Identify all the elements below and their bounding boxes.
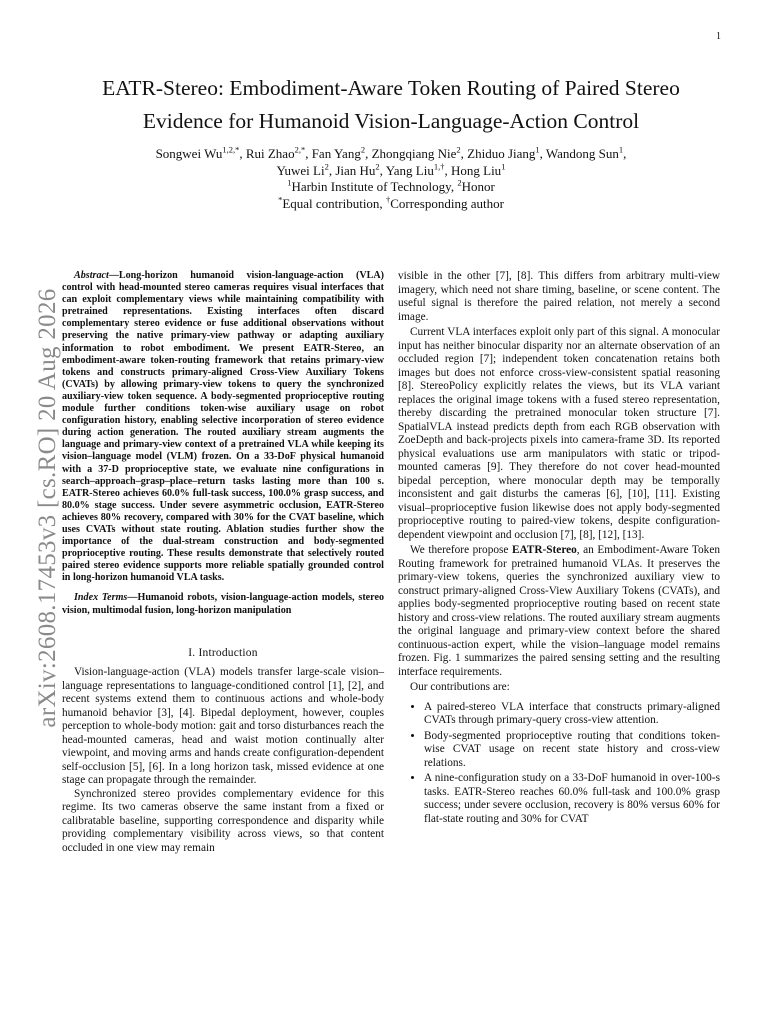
page-number: 1 [716, 31, 721, 42]
abstract-text: —Long-horizon humanoid vision-language-action (VLA) control with head-mounted stereo cameras requires visual interfaces that can exploit complementary views while maintaining compatibility with pretrained representations. Existing interfaces often discard complementary stereo evidence or fuse additional observations without preserving the native primary-view pathway or adapting auxiliary information to robot embodiment. We present EATR-Stereo, an embodiment-aware token-routing framework that retains primary-view tokens and constructs primary-aligned Cross-View Auxiliary Tokens (CVATs) by allowing primary-view tokens to query the synchronized auxiliary-view token sequence. A body-segmented proprioceptive routing module further conditions token-wise auxiliary usage on robot configuration history, enabling selective incorporation of stereo evidence during action generation. The routed auxiliary stream augments the language and primary-view context of a pretrained VLA while keeping its vision–language model (VLM) frozen. On a 33-DoF physical humanoid with a 37-D proprioceptive state, we evaluate nine configurations in search–approach–grasp–place–return tasks lasting more than 100 s. EATR-Stereo achieves 60.0% full-task success, 100.0% grasp success, and 80.0% stage success. Under severe asymmetric occlusion, EATR-Stereo achieves 80% recovery, compared with 30% for the CVAT baseline, which uses CVATs without state routing. Ablation studies further show the importance of the dual-stream construction and body-segmented proprioceptive routing. These results demonstrate that selectively routed paired stereo evidence supports more reliable spatially grounded control in long-horizon humanoid VLA tasks. [62, 270, 384, 584]
contributions-list [398, 701, 720, 827]
author: , Zhongqiang Nie [365, 146, 457, 161]
index-terms [62, 592, 384, 616]
author-line-1 [60, 146, 722, 163]
left-column [62, 270, 384, 855]
author: , Fan Yang [305, 146, 361, 161]
affiliation-sup: 1 [287, 177, 292, 188]
author-sup: 2,* [294, 144, 306, 155]
note-text: Corresponding author [390, 195, 504, 211]
body-paragraph: Our contributions are: [410, 681, 510, 693]
index-terms-text: —Humanoid robots, vision-language-action models, stereo vision, multimodal fusion, long-horizon manipulation [62, 592, 384, 616]
body-paragraph: Current VLA interfaces exploit only part of this signal. A monocular input has neither binocular disparity nor an alternate observation of an occluded region [7]; independent token concatenation retains both images but does not enforce cross-view-consistent spatial reasoning [8]. StereoPolicy explicitly relates the views, but its VLA variant replaces the original image tokens with a fused stereo representation, thereby discarding the pretrained monocular token structure [7]. SpatialVLA instead predicts depth from each RGB observation with ZoeDepth and back-projects pixels into camera-frame 3D. Its reported physical evaluations use arm manipulators with static or tripod-mounted cameras [9]. They therefore do not cover head-mounted bipedal perception, where monocular depth may be temporally inconsistent and gait disturbs the cameras [6], [10], [11]. Existing visual–proprioceptive fusion likewise does not apply body-segmented proprioceptive routing to paired-view tokens, despite configuration-dependent viewpoint and occlusion [7], [8], [12], [13]. [398, 326, 720, 541]
author: , Hong Liu [444, 162, 502, 178]
author-sup: 2 [375, 161, 380, 172]
affiliation-sup: 2 [457, 177, 462, 188]
note-sup: † [385, 194, 391, 205]
right-column [398, 270, 720, 828]
title-line-2: Evidence for Humanoid Vision-Language-Action Control [142, 109, 640, 133]
affiliation: Harbin Institute of Technology, [291, 179, 458, 194]
affiliation-line [60, 179, 722, 196]
arxiv-identifier-stamp: arXiv:2608.17453v3 [cs.RO] 20 Aug 2026 [34, 288, 61, 728]
author-sup: 2 [360, 144, 366, 155]
note-text: Equal contribution, [282, 195, 386, 211]
list-item: • A nine-configuration study on a 33-DoF humanoid in over-100-s tasks. EATR-Stereo reaches 60.0% full-task and 100.0% grasp success; under severe occlusion, recovery is 80% versus 60% for flat-state routing and 30% for CVAT [424, 772, 720, 826]
author-sup: 1,† [433, 161, 445, 172]
author-sup: 1 [618, 144, 624, 155]
section-heading-introduction: I. Introduction [188, 646, 258, 659]
paragraph-text: , an Embodiment-Aware Token Routing framework for pretrained humanoid VLAs. It preserves the primary-view tokens, queries the synchronized auxiliary view to construct primary-aligned Cross-View Auxiliary Tokens (CVATs), and applies body-segmented proprioceptive routing based on recent state history and cross-view relations. The routed auxiliary stream augments the original language and primary-view context before the shared continuous-action expert, while the vision–language model remains frozen. Fig. 1 summarizes the paired sensing setting and the resulting interface requirements. [398, 544, 720, 678]
method-name: EATR-Stereo [511, 544, 577, 556]
body-paragraph [398, 544, 720, 679]
author: , Yang Liu [379, 162, 434, 178]
author: , Rui Zhao [239, 146, 295, 161]
abstract [62, 270, 384, 584]
author-sup: 1 [535, 144, 540, 155]
author-sup: 1,2,* [222, 144, 240, 155]
intro-paragraph: Synchronized stereo provides complementary evidence for this regime. Its two cameras observe the same instant from a fixed or calibratable baseline, supporting correspondence and disparity while providing complementary visibility across views, so that content occluded in one view may remain [62, 787, 384, 854]
author-block [60, 146, 722, 212]
intro-paragraph: Vision-language-action (VLA) models transfer large-scale vision–language representations to language-conditioned control [1], [2], and recent systems extend them to continuous actions and whole-body humanoid behavior [3], [4]. Bipedal deployment, however, couples perception to whole-body motion: gait and torso disturbances reach the head-mounted cameras, head and waist motion continually alter viewpoint, and moving arms and hands create configuration-dependent self-occlusion [5], [6]. In a long horizon task, missed evidence at one stage can propagate through the remainder. [62, 666, 384, 787]
contribution-note [60, 196, 722, 213]
author: , Jian Hu [328, 162, 376, 178]
affiliation: Honor [461, 179, 495, 194]
paragraph-text: We therefore propose [410, 544, 512, 556]
author-sup: 2 [456, 144, 461, 155]
paper-title [40, 72, 742, 138]
title-line-1: EATR-Stereo: Embodiment-Aware Token Routing of Paired Stereo [102, 76, 680, 100]
index-terms-lead: Index Terms [74, 592, 128, 604]
abstract-lead: Abstract [74, 270, 109, 281]
author: , Zhiduo Jiang [460, 146, 536, 161]
author-sup: 2 [324, 161, 329, 172]
list-item: • A paired-stereo VLA interface that constructs primary-aligned CVATs through primary-query cross-view attention. [424, 701, 720, 728]
author: Songwei Wu [155, 146, 223, 161]
note-sup: * [278, 194, 283, 205]
author: Yuwei Li [276, 162, 325, 178]
author-line-2 [60, 163, 722, 180]
body-paragraph: visible in the other [7], [8]. This differs from arbitrary multi-view imagery, which need not share timing, baseline, or scene content. The useful signal is therefore the paired relation, not merely a second image. [398, 270, 720, 323]
list-item: • Body-segmented proprioceptive routing that conditions token-wise CVAT usage on recent state history and cross-view relations. [424, 730, 720, 771]
author-sup: 1 [501, 161, 506, 172]
author-separator: , [623, 146, 627, 161]
author: , Wandong Sun [539, 146, 619, 161]
